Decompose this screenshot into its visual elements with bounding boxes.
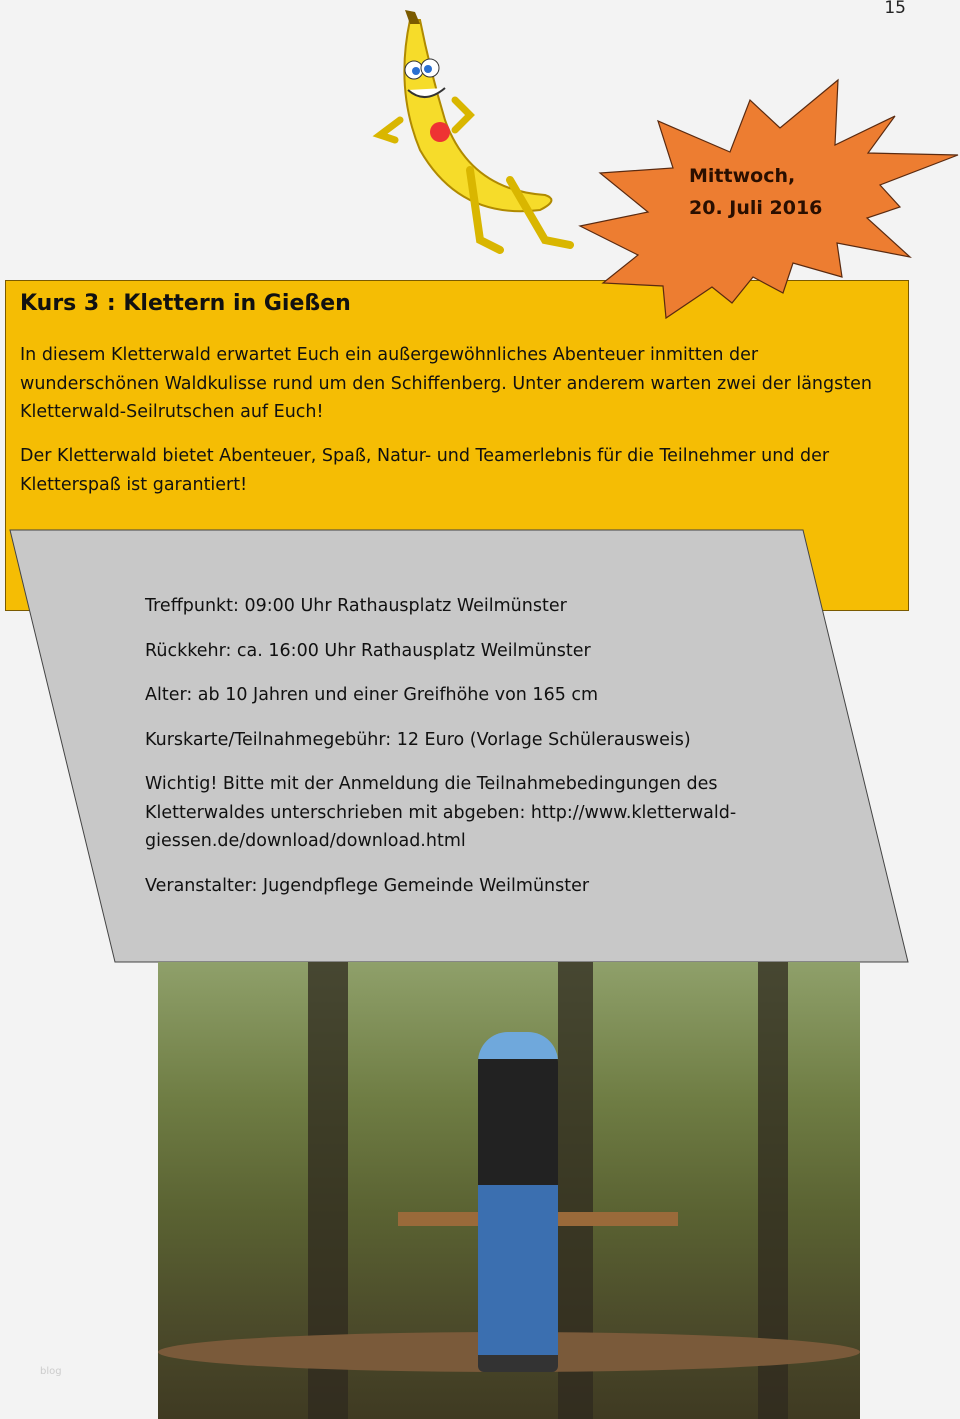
watermark: blog [40,1366,62,1377]
course-paragraph-1: In diesem Kletterwald erwartet Euch ein außergewöhnliches Abenteuer inmitten der wunderschönen Waldkulisse rund um den Schiffenberg. Unter anderem warten zwei der längsten Kletterwald-Seilrutschen auf Euch! [20,345,872,422]
date-badge [689,160,822,224]
date-day: 20. Juli 2016 [689,197,823,219]
climber-figure [478,1032,558,1372]
info-fee: Kurskarte/Teilnahmegebühr: 12 Euro (Vorlage Schülerausweis) [145,729,691,750]
course-paragraph-2: Der Kletterwald bietet Abenteuer, Spaß, Natur- und Teamerlebnis für die Teilnehmer und der Kletterspaß ist garantiert! [20,446,830,495]
date-weekday: Mittwoch, [689,165,796,187]
info-important: Wichtig! Bitte mit der Anmeldung die Teilnahmebedingungen des Kletterwaldes unterschrieben mit abgeben: http://www.kletterwald-giessen.de/download/download.html [145,774,737,851]
course-title: Kurs 3 : Klettern in Gießen [20,291,351,316]
page-number: 15 [884,0,906,18]
info-age: Alter: ab 10 Jahren und einer Greifhöhe von 165 cm [145,685,599,705]
info-list [145,592,785,916]
info-return: Rückkehr: ca. 16:00 Uhr Rathausplatz Weilmünster [145,640,591,661]
info-meeting-point: Treffpunkt: 09:00 Uhr Rathausplatz Weilmünster [145,596,567,616]
climbing-forest-photo [158,962,860,1419]
info-organizer: Veranstalter: Jugendpflege Gemeinde Weilmünster [145,875,590,896]
